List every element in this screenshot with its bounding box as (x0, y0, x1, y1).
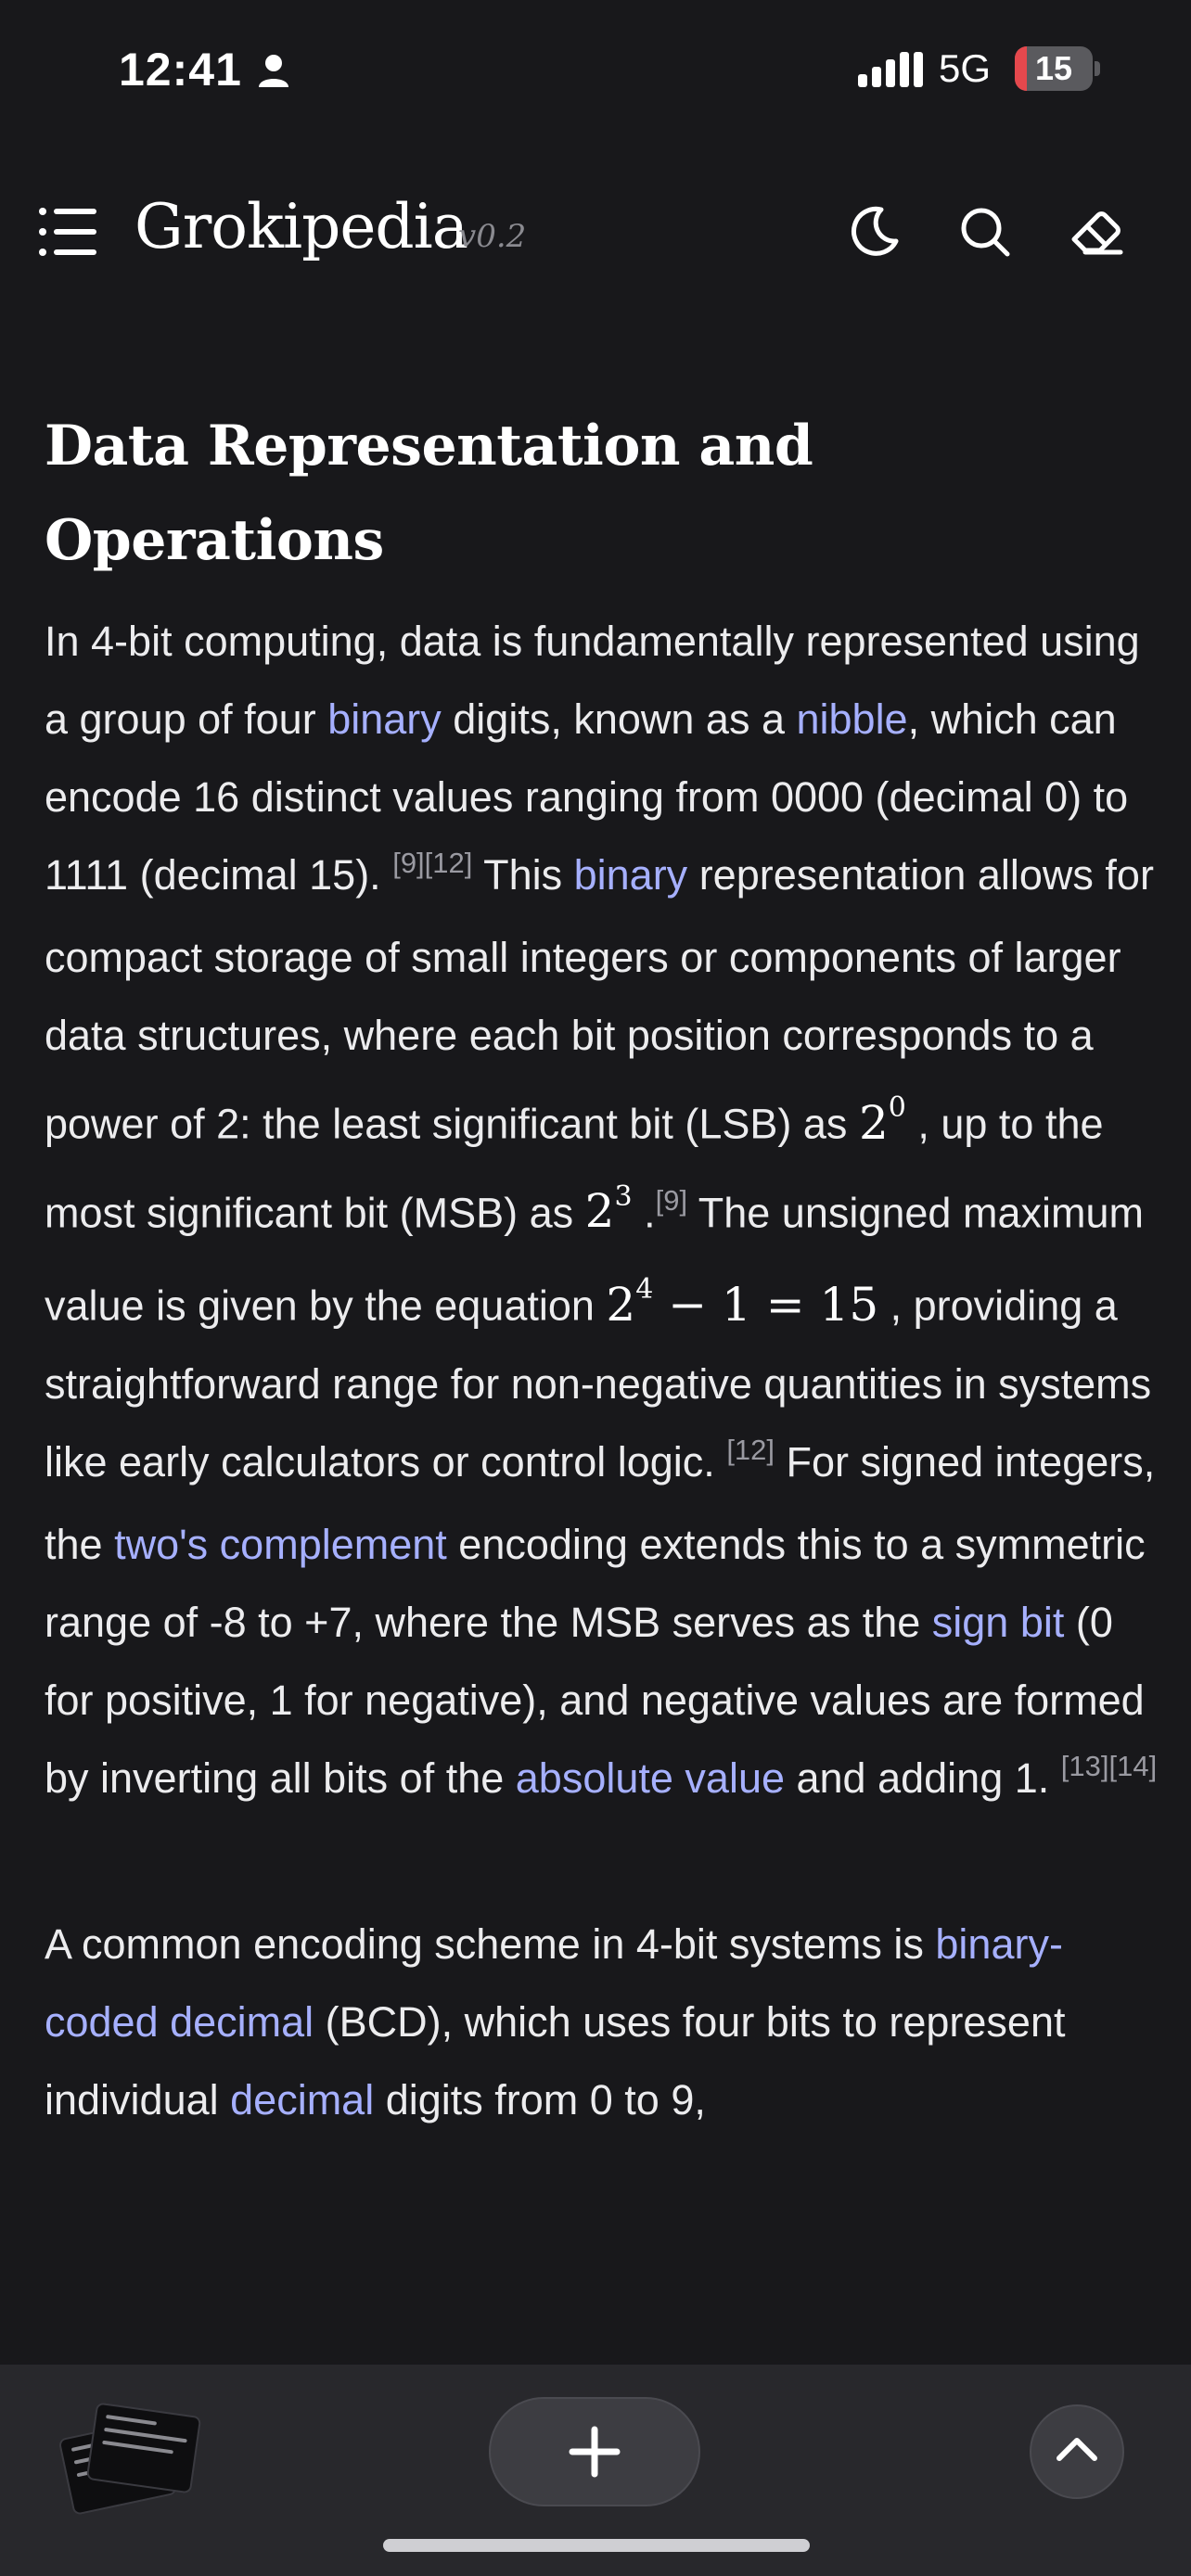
text: This (472, 851, 574, 899)
citation-9[interactable]: [9] (655, 1184, 688, 1218)
text: A common encoding scheme in 4-bit systems is (45, 1919, 936, 1968)
text: , which can encode 16 distinct values ranging from 0000 (decimal 0) to 1111 (decimal 15). (45, 695, 1129, 899)
text: digits from 0 to 9, (374, 2075, 706, 2123)
chevron-up-icon (1054, 2427, 1100, 2473)
text: and adding 1. (785, 1753, 1061, 1802)
link-absolute-value[interactable]: absolute value (515, 1753, 785, 1802)
tab-preview-card (86, 2402, 202, 2493)
moon-icon[interactable] (844, 202, 903, 261)
paragraph-data-representation (45, 603, 1158, 1822)
plus-icon (567, 2424, 622, 2480)
text: In 4-bit computing, data is fundamentally represented using a group of four (45, 618, 1140, 743)
citation-13[interactable]: [13] (1060, 1749, 1109, 1782)
text: The unsigned maximum value is given by the equation (45, 1189, 1144, 1330)
article-content (45, 399, 1158, 2223)
link-binary-coded-decimal[interactable]: binary-coded decimal (45, 1919, 1063, 2046)
text: (0 for positive, 1 for negative), and negative values are formed by inverting all bits of the (45, 1598, 1145, 1802)
text: representation allows for compact storage of small integers or components of larger data structures, where each bit position corresponds to a power of 2: the least significant bit (LSB) as (45, 851, 1154, 1148)
link-decimal[interactable]: decimal (230, 2075, 375, 2123)
math-2-pow-0: $2^0$ (858, 1091, 906, 1150)
battery-icon (1015, 46, 1093, 91)
paragraph-bcd (45, 1906, 1158, 2139)
battery-percent: 15 (1034, 49, 1073, 87)
citation-12[interactable]: [12] (726, 1433, 775, 1466)
text: , up to the most significant bit (MSB) as (45, 1100, 1104, 1237)
text: For signed integers, the (45, 1437, 1156, 1568)
battery-tip (1095, 61, 1100, 76)
eraser-icon[interactable] (1067, 202, 1126, 261)
text: . (632, 1189, 656, 1237)
scroll-to-top-button[interactable] (1030, 2404, 1124, 2499)
cellular-signal-icon (858, 50, 925, 91)
citation-14[interactable]: [14] (1108, 1749, 1158, 1782)
menu-icon[interactable] (39, 206, 98, 258)
link-binary[interactable]: binary (327, 695, 442, 743)
text: digits, known as a (441, 695, 797, 743)
site-title[interactable]: Grokipedia (134, 191, 468, 262)
status-bar (0, 0, 1191, 139)
search-icon[interactable] (955, 202, 1015, 261)
section-heading: Data Representation and Operations (45, 414, 813, 573)
person-icon (258, 54, 289, 87)
link-nibble[interactable]: nibble (796, 695, 908, 743)
status-time: 12:41 (119, 44, 242, 96)
text: (BCD), which uses four bits to represent individual (45, 1997, 1066, 2123)
math-equation: $2^4 - 1 = 15$ (606, 1273, 879, 1332)
tabs-thumbnail[interactable] (65, 2402, 195, 2513)
site-version: v0.2 (458, 218, 527, 255)
app-header (0, 176, 1191, 287)
citation-9[interactable]: [9] (392, 847, 425, 879)
citation-12[interactable]: [12] (424, 847, 473, 879)
text: encoding extends this to a symmetric range of -8 to +7, where the MSB serves as the (45, 1520, 1146, 1646)
text: , providing a straightforward range for non-negative quantities in systems like early calculators or control logic. (45, 1282, 1152, 1486)
link-binary-representation[interactable]: binary (573, 851, 688, 899)
link-sign-bit[interactable]: sign bit (931, 1598, 1065, 1646)
home-indicator[interactable] (383, 2539, 810, 2552)
math-2-pow-3: $2^3$ (584, 1180, 633, 1239)
new-tab-button[interactable] (489, 2397, 700, 2506)
network-type: 5G (939, 46, 992, 90)
link-twos-complement[interactable]: two's complement (114, 1520, 447, 1568)
